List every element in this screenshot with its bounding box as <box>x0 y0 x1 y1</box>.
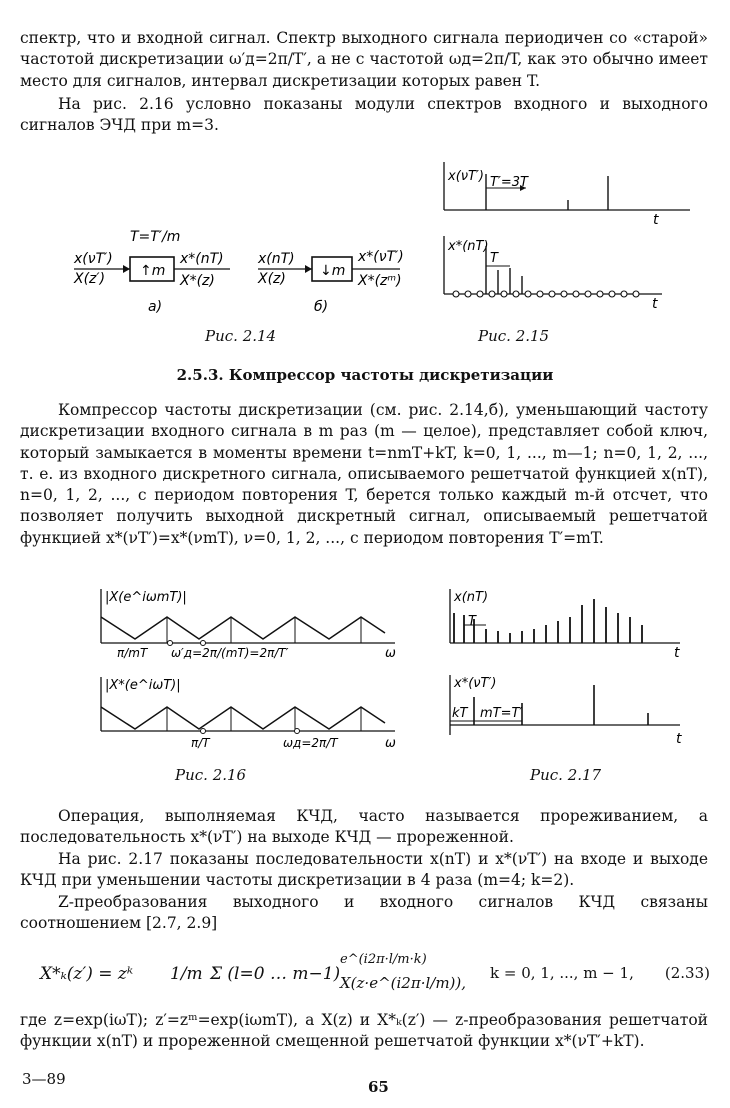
fig14b-in-arrow <box>305 265 312 273</box>
fig16-bottom-curve <box>101 707 385 729</box>
caption-2-17: Рис. 2.17 <box>530 766 602 784</box>
paragraph-bottom-3: Z-преобразования выходного и входного сигналов КЧД связаны соотношением [2.7, 2.9] <box>20 893 708 933</box>
eq-number: (2.33) <box>664 964 710 982</box>
fig14a-in-top: x(νT′) <box>74 251 113 267</box>
figure-2-16 <box>95 585 415 755</box>
fig16-top-omega: ω <box>385 646 396 661</box>
fig15-top-label: x(νT′) <box>448 169 484 184</box>
paragraph-bottom-1: Операция, выполняемая КЧД, часто называется прореживанием, а последовательность x*(νT′) на выходе КЧД — прореженной. <box>20 807 708 847</box>
fig16-bottom-x2: ωд=2π/T <box>283 736 338 750</box>
caption-2-15: Рис. 2.15 <box>478 327 550 345</box>
sheet-signature: 3—89 <box>22 1070 66 1088</box>
fig15-t1: t <box>653 212 659 228</box>
paragraph-top-2: На рис. 2.16 условно показаны модули спектров входного и выходного сигналов ЭЧД при m=3. <box>20 95 708 135</box>
fig16-top-curve <box>101 617 385 639</box>
fig17-kT: kT <box>452 706 468 721</box>
fig14a-box-label: ↑m <box>140 263 166 279</box>
paragraph-top-1: спектр, что и входной сигнал. Спектр выходного сигнала периодичен со «старой» частотой дискретизации ω′д=2π/T′, а не с частотой ωд=2π/T, как это обычно имеет место для сигналов, интервал дискретизации которых равен T. <box>20 29 708 90</box>
fig14a-in-bottom: X(z′) <box>74 271 106 287</box>
fig14b-in-bottom: X(z) <box>258 271 286 287</box>
fig14a-letter: а) <box>148 299 163 315</box>
fig15-period-label: T′=3T <box>490 175 528 190</box>
eq-lhs: X*ₖ(z′) = zᵏ <box>40 964 134 984</box>
fig16-top-x2: ω′д=2π/(mT)=2π/T′ <box>171 646 289 660</box>
section-heading: 2.5.3. Компрессор частоты дискретизации <box>176 366 554 384</box>
fig16-top-point-1 <box>168 641 173 646</box>
fig17-top-samples <box>454 599 642 643</box>
fig14a-out-top: x*(nT) <box>180 251 224 267</box>
fig17-top-label: x(nT) <box>454 590 489 605</box>
fig16-bottom-omega: ω <box>385 736 396 751</box>
figure-2-15 <box>440 162 700 312</box>
fig17-bottom-label: x*(νT′) <box>454 676 497 691</box>
eq-exp1: e^(i2π·l/m·k) <box>340 952 427 967</box>
eq-frac: 1/m <box>170 964 203 984</box>
eq-range: k = 0, 1, ..., m − 1, <box>490 964 634 982</box>
fig15-t2: t <box>652 296 658 312</box>
fig14b-box-label: ↓m <box>320 263 346 279</box>
fig16-top-x1: π/mT <box>117 646 148 660</box>
fig16-bottom-label: |X*(e^iωT)| <box>105 678 181 693</box>
fig14a-out-bottom: X*(z) <box>180 273 215 289</box>
fig17-t2: t <box>676 731 682 747</box>
figure-2-17 <box>440 585 700 750</box>
caption-2-14: Рис. 2.14 <box>205 327 277 345</box>
fig16-bottom-x1: π/T <box>191 736 210 750</box>
fig16-top-point-2 <box>201 641 206 646</box>
fig15-bottom-label: x*(nT) <box>448 239 489 254</box>
caption-2-16: Рис. 2.16 <box>175 766 247 784</box>
fig16-bottom-point-2 <box>295 729 300 734</box>
fig16-bottom-point-1 <box>201 729 206 734</box>
equation-2-33 <box>40 952 710 1002</box>
fig14b-out-bottom: X*(zᵐ) <box>358 273 402 289</box>
page-number: 65 <box>368 1078 389 1096</box>
fig17-t1: t <box>674 645 680 661</box>
fig14b-in-top: x(nT) <box>258 251 295 267</box>
fig15-small-T: T <box>490 251 498 266</box>
fig14b-letter: б) <box>314 299 329 315</box>
paragraph-bottom-2: На рис. 2.17 показаны последовательности x(nT) и x*(νT′) на входе и выходе КЧД при уменьшении частоты дискретизации в 4 раза (m=4; k=2). <box>20 850 708 890</box>
fig14a-top-label: T=T′/m <box>130 229 181 245</box>
fig14b-out-top: x*(νT′) <box>358 249 404 265</box>
eq-sum: Σ (l=0 … m−1) <box>210 964 341 984</box>
section-paragraph: Компрессор частоты дискретизации (см. рис. 2.14,б), уменьшающий частоту дискретизации входного сигнала в m раз (m — целое), представляет собой ключ, который замыкается в моменты времени t=nmT+kT, k=0, 1, ..., m—1; n=0, 1, 2, ..., т. е. из входного дискретного сигнала, описываемого решетчатой функцией x(nT), n=0, 1, 2, ..., с периодом повторения T, берется только каждый m-й отсчет, что позволяет получить выходной дискретный сигнал, описываемый решетчатой функцией x*(νT′)=x*(νmT), ν=0, 1, 2, ..., с периодом повторения T′=mT. <box>20 401 708 547</box>
eq-body: X(z·e^(i2π·l/m)), <box>340 974 467 992</box>
fig14a-in-arrow <box>123 265 130 273</box>
fig17-small-T: T <box>468 614 476 629</box>
fig17-mT: mT=T′ <box>480 706 523 721</box>
figure-2-14 <box>60 225 404 325</box>
fig16-top-label: |X(e^iωmT)| <box>105 590 187 605</box>
paragraph-after-equation: где z=exp(iωT); z′=zᵐ=exp(iωmT), а X(z) и X*ₖ(z′) — z-преобразования решетчатой функции x(nT) и прореженной смещенной решетчатой функции x*(νT′+kT). <box>20 1011 708 1051</box>
